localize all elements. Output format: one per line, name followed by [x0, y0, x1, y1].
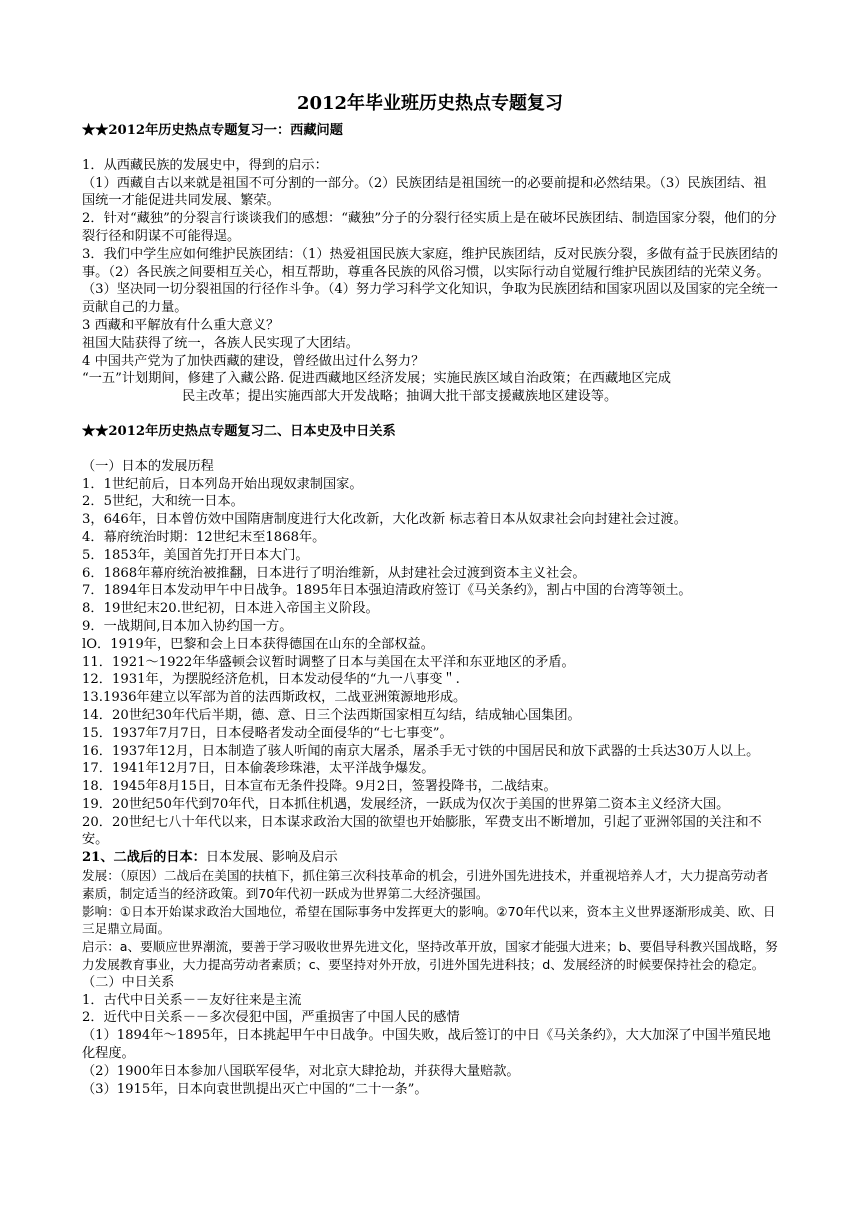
paragraph: “一五”计划期间，修建了入藏公路. 促进西藏地区经济发展；实施民族区域自治政策；在西藏地区完成 [82, 371, 671, 387]
paragraph: 4 中国共产党为了加快西藏的建设，曾经做出过什么努力？ [82, 353, 425, 369]
list-item: 16．1937年12月，日本制造了骇人听闻的南京大屠杀，屠杀手无寸铁的中国居民和放下武器的士兵达30万人以上。 [82, 743, 760, 759]
paragraph: 3．我们中学生应如何维护民族团结：（1）热爱祖国民族大家庭，维护民族团结，反对民族分裂，多做有益于民族团结的事。（2）各民族之间要相互关心，相互帮助，尊重各民族的风俗习惯，以实际行动自觉履行维护民族团结的光荣义务。（3）坚决同一切分裂祖国的行径作斗争。（4）努力学习科学文化知识，争取为民族团结和国家巩固以及国家的完全统一贡献自己的力量。 [82, 246, 778, 316]
list-item: 14．20世纪30年代后半期，德、意、日三个法西斯国家相互勾结，结成轴心国集团。 [82, 707, 581, 723]
paragraph: （1）西藏自古以来就是祖国不可分割的一部分。（2）民族团结是祖国统一的必要前提和必然结果。（3）民族团结、祖国统一才能促进共同发展、繁荣。 [82, 175, 767, 209]
paragraph: （3）1915年，日本向袁世凯提出灭亡中国的“二十一条”。 [82, 1081, 428, 1097]
list-item: 3，646年，日本曾仿效中国隋唐制度进行大化改新，大化改新 标志着日本从奴隶社会向封建社会过渡。 [82, 512, 687, 528]
paragraph-indented: 民主改革；提出实施西部大开发战略；抽调大批干部支援藏族地区建设等。 [182, 389, 618, 405]
list-item: 9．一战期间,日本加入协约国一方。 [82, 618, 293, 634]
list-item: 6．1868年幕府统治被推翻，日本进行了明治维新，从封建社会过渡到资本主义社会。 [82, 565, 586, 581]
list-item: 15．1937年7月7日，日本侵略者发动全面侵华的“七七事变”。 [82, 725, 453, 741]
paragraph: 2．近代中日关系－－多次侵犯中国，严重损害了中国人民的感情 [82, 1010, 460, 1026]
kai-paragraph: 启示：a、要顺应世界潮流，要善于学习吸收世界先进文化，坚持改革开放，国家才能强大进来；b、要倡导科教兴国战略，努力发展教育事业，大力提高劳动者素质；c、要坚持对外开放，引进外国先进科技；d、发展经济的时候要保持社会的稳定。 [82, 939, 778, 973]
list-item: 13.1936年建立以军部为首的法西斯政权，二战亚洲策源地形成。 [82, 690, 467, 706]
list-item: 5．1853年，美国首先打开日本大门。 [82, 547, 309, 563]
spacer [82, 140, 778, 157]
kai-paragraph: 发展：（原因）二战后在美国的扶植下，抓住第三次科技革命的机会，引进外国先进技术，并重视培养人才，大力提高劳动者素质，制定适当的经济政策。到70年代初一跃成为世界第二大经济强国。 [82, 868, 769, 901]
paragraph: （1）1894年～1895年，日本挑起甲午中日战争。中国失败，战后签订的中日《马关条约》，大大加深了中国半殖民地化程度。 [82, 1028, 771, 1062]
list-item: 19．20世纪50年代到70年代，日本抓住机遇，发展经济，一跃成为仅次于美国的世界第二资本主义经济大国。 [82, 796, 730, 812]
paragraph: 1．古代中日关系－－友好往来是主流 [82, 992, 302, 1008]
document-title: 2012年毕业班历史热点专题复习 [296, 93, 564, 114]
list-item: 12．1931年，为摆脱经济危机，日本发动侵华的“九一八事变＂. [82, 672, 460, 688]
list-item-21-text: 日本发展、影响及启示 [205, 850, 338, 866]
list-item-21-label: 21、二战后的日本： [82, 850, 206, 866]
kai-paragraph: 影响：①日本开始谋求政治大国地位，希望在国际事务中发挥更大的影响。②70年代以来，资本主义世界逐渐形成美、欧、日三足鼎立局面。 [82, 903, 776, 937]
spacer [82, 406, 778, 423]
list-item: 4．幕府统治时期：12世纪末至1868年。 [82, 529, 326, 545]
list-item: 17．1941年12月7日，日本偷袭珍珠港，太平洋战争爆发。 [82, 761, 435, 777]
subsection-heading: （二）中日关系 [82, 974, 175, 990]
list-item: 1．1世纪前后，日本列岛开始出现奴隶制国家。 [82, 476, 363, 492]
list-item: 18．1945年8月15日，日本宣布无条件投降。9月2日，签署投降书，二战结束。 [82, 779, 557, 795]
list-item: 7．1894年日本发动甲午中日战争。1895年日本强迫清政府签订《马关条约》，割占中国的台湾等领土。 [82, 583, 692, 599]
list-item: 11．1921～1922年华盛顿会议暂时调整了日本与美国在太平洋和东亚地区的矛盾。 [82, 654, 575, 670]
paragraph: 2．针对“藏独”的分裂言行谈谈我们的感想：“藏独”分子的分裂行径实质上是在破坏民族团结、制造国家分裂，他们的分裂行径和阴谋不可能得逞。 [82, 211, 777, 244]
paragraph: 3 西藏和平解放有什么重大意义？ [82, 317, 280, 333]
paragraph: 祖国大陆获得了统一，各族人民实现了大团结。 [82, 335, 359, 351]
section-2-heading: ★★2012年历史热点专题复习二、日本史及中日关系 [82, 423, 396, 439]
list-item: lO．1919年，巴黎和会上日本获得德国在山东的全部权益。 [82, 636, 434, 652]
list-item-21 [82, 849, 778, 867]
paragraph: 1．从西藏民族的发展史中，得到的启示： [82, 157, 328, 173]
spacer [82, 441, 778, 458]
paragraph: （2）1900年日本参加八国联军侵华，对北京大肆抢劫，并获得大量赔款。 [82, 1063, 520, 1079]
subsection-heading: （一）日本的发展历程 [82, 458, 214, 474]
list-item: 20．20世纪七八十年代以来，日本谋求政治大国的欲望也开始膨胀，军费支出不断增加，引起了亚洲邻国的关注和不安。 [82, 814, 762, 848]
section-1-heading: ★★2012年历史热点专题复习一：西藏问题 [82, 123, 343, 138]
list-item: 2．5世纪，大和统一日本。 [82, 494, 244, 510]
list-item: 8．19世纪末20.世纪初，日本进入帝国主义阶段。 [82, 601, 379, 617]
